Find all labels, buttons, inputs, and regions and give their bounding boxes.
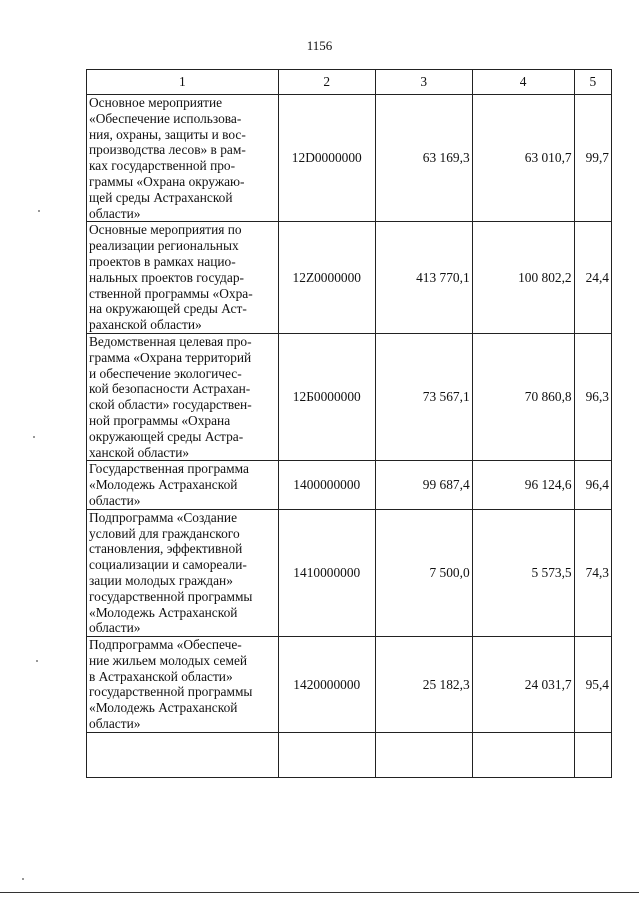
code-cell: 12D0000000 [278,95,375,222]
row-name-line: государственной программы [89,588,253,604]
row-name-cell [87,461,279,509]
planned-amount-cell: 7 500,0 [375,509,472,636]
actual-amount-cell: 96 124,6 [472,461,574,509]
column-header: 5 [574,70,611,95]
percent-cell: 99,7 [574,95,611,222]
actual-amount-cell: 5 573,5 [472,509,574,636]
table-row [87,95,612,222]
page-number: 1156 [306,38,333,53]
row-name-line: ках государственной про- [89,158,236,174]
column-header: 3 [375,70,472,95]
planned-amount-cell: 63 169,3 [375,95,472,222]
row-name-line: условий для гражданского [89,525,240,541]
row-name-line: граммы «Охрана окружаю- [89,173,245,189]
code-cell: 1410000000 [278,509,375,636]
scan-speck [36,660,38,662]
row-name-line: производства лесов» в рам- [89,142,246,158]
row-name-line: грамма «Охрана территорий [89,349,252,365]
row-name-line: кой безопасности Астрахан- [89,381,251,397]
table-header-row [87,70,612,95]
page-bottom-rule [0,892,639,893]
table-row [87,333,612,460]
scan-speck [38,210,40,212]
planned-amount-cell: 99 687,4 [375,461,472,509]
table-row [87,222,612,334]
code-cell: 12Z0000000 [278,222,375,334]
row-name-cell [87,333,279,460]
row-name-line: Основное мероприятие [89,95,223,110]
row-name-line: ние жильем молодых семей [89,652,248,668]
row-name-line: и обеспечение экологичес- [89,365,242,381]
table-row-empty [87,732,612,777]
actual-amount-cell: 100 802,2 [472,222,574,334]
planned-amount-cell: 413 770,1 [375,222,472,334]
code-cell: 1400000000 [278,461,375,509]
row-name-line: области» [89,620,141,636]
row-name-line: «Молодежь Астраханской [89,477,238,493]
planned-amount-cell: 73 567,1 [375,333,472,460]
row-name-line: «Обеспечение использова- [89,110,242,126]
row-name-line: Ведомственная целевая про- [89,333,252,349]
row-name-line: окружающей среды Астра- [89,428,244,444]
row-name-cell [87,637,279,733]
actual-amount-cell: 70 860,8 [472,333,574,460]
row-name-line: «Молодежь Астраханской [89,700,238,716]
percent-cell: 96,3 [574,333,611,460]
percent-cell: 96,4 [574,461,611,509]
row-name-line: области» [89,205,141,221]
row-name-line: Подпрограмма «Обеспече- [89,637,242,653]
actual-amount-cell: 24 031,7 [472,637,574,733]
row-name-line: области» [89,716,141,732]
column-header: 1 [87,70,279,95]
table-row [87,461,612,509]
row-name-line: зации молодых граждан» [89,572,233,588]
percent-cell: 74,3 [574,509,611,636]
code-cell: 12Б0000000 [278,333,375,460]
scan-speck [22,878,24,880]
row-name-line: раханской области» [89,317,202,333]
row-name-line: ной программы «Охрана [89,412,231,428]
table-row [87,509,612,636]
percent-cell: 95,4 [574,637,611,733]
row-name-line: Основные мероприятия по [89,222,242,238]
row-name-cell [87,509,279,636]
row-name-line: на окружающей среды Аст- [89,301,247,317]
row-name-line: нальных проектов государ- [89,269,244,285]
row-name-line: области» [89,492,141,508]
row-name-line: реализации региональных [89,238,239,254]
table-body [87,95,612,778]
row-name-line: Государственная программа [89,461,249,477]
row-name-line: социализации и самореали- [89,557,247,573]
row-name-line: ханской области» [89,444,190,460]
code-cell: 1420000000 [278,637,375,733]
row-name-line: становления, эффективной [89,541,243,557]
row-name-line: ственной программы «Охра- [89,285,253,301]
row-name-cell [87,222,279,334]
planned-amount-cell: 25 182,3 [375,637,472,733]
row-name-line: «Молодежь Астраханской [89,604,238,620]
row-name-line: ской области» государствен- [89,397,252,413]
row-name-line: ния, охраны, защиты и вос- [89,126,246,142]
scan-speck [33,436,35,438]
column-header: 2 [278,70,375,95]
row-name-cell [87,95,279,222]
budget-table [86,69,612,778]
column-header: 4 [472,70,574,95]
row-name-line: щей среды Астраханской [89,189,233,205]
row-name-line: государственной программы [89,684,253,700]
row-name-line: в Астраханской области» [89,668,233,684]
table-row [87,637,612,733]
row-name-line: Подпрограмма «Создание [89,509,238,525]
actual-amount-cell: 63 010,7 [472,95,574,222]
row-name-line: проектов в рамках нацио- [89,253,236,269]
percent-cell: 24,4 [574,222,611,334]
